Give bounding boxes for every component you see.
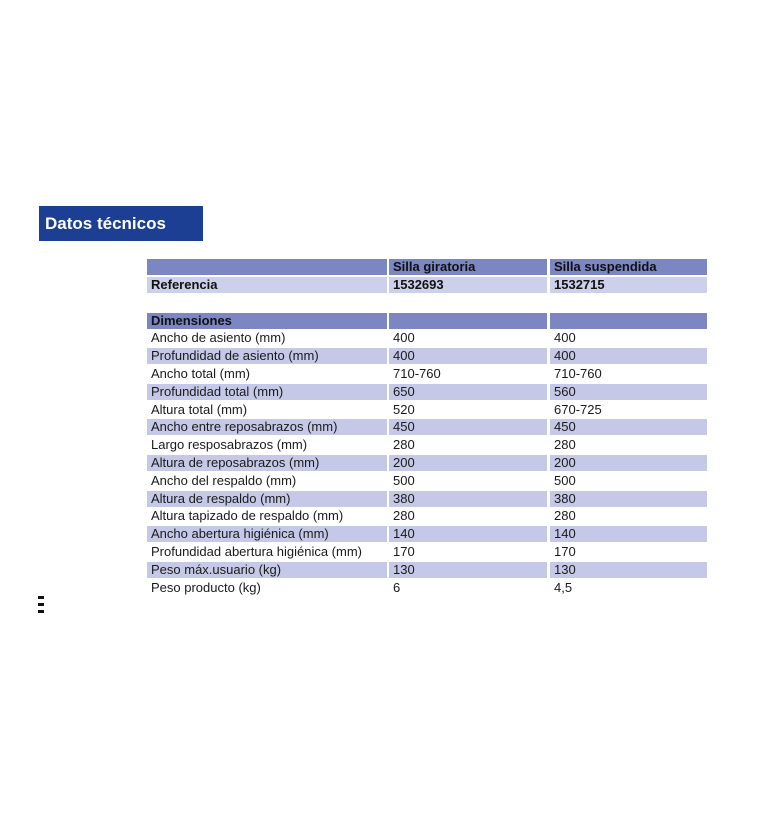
row-label: Ancho del respaldo (mm) [147, 473, 387, 489]
header-silla-giratoria: Silla giratoria [389, 259, 547, 275]
row-label: Altura de reposabrazos (mm) [147, 455, 387, 471]
row-value-giratoria: 280 [389, 508, 547, 524]
table-spacer [147, 295, 707, 313]
table-row [147, 526, 707, 542]
row-label: Ancho de asiento (mm) [147, 330, 387, 346]
row-value-suspendida: 670-725 [550, 402, 707, 418]
row-value-giratoria: 200 [389, 455, 547, 471]
row-label: Altura total (mm) [147, 402, 387, 418]
dimensions-col2 [550, 313, 707, 329]
table-row [147, 580, 707, 596]
header-label-cell [147, 259, 387, 275]
table-row [147, 562, 707, 578]
row-label: Ancho total (mm) [147, 366, 387, 382]
row-label: Largo resposabrazos (mm) [147, 437, 387, 453]
row-label: Peso máx.usuario (kg) [147, 562, 387, 578]
dimensions-header-row [147, 313, 707, 329]
row-value-suspendida: 450 [550, 419, 707, 435]
row-value-suspendida: 400 [550, 348, 707, 364]
row-label: Profundidad abertura higiénica (mm) [147, 544, 387, 560]
row-label: Altura tapizado de respaldo (mm) [147, 508, 387, 524]
row-value-suspendida: 130 [550, 562, 707, 578]
table-row [147, 508, 707, 524]
table-row [147, 544, 707, 560]
row-label: Altura de respaldo (mm) [147, 491, 387, 507]
row-value-suspendida: 380 [550, 491, 707, 507]
row-value-giratoria: 500 [389, 473, 547, 489]
row-label: Profundidad de asiento (mm) [147, 348, 387, 364]
table-row [147, 419, 707, 435]
row-value-giratoria: 280 [389, 437, 547, 453]
table-header-row [147, 259, 707, 275]
row-value-giratoria: 6 [389, 580, 547, 596]
row-label: Profundidad total (mm) [147, 384, 387, 400]
row-value-suspendida: 560 [550, 384, 707, 400]
row-value-giratoria: 400 [389, 348, 547, 364]
row-value-giratoria: 520 [389, 402, 547, 418]
row-value-suspendida: 170 [550, 544, 707, 560]
row-value-suspendida: 280 [550, 437, 707, 453]
table-row [147, 366, 707, 382]
reference-label: Referencia [147, 277, 387, 293]
reference-row [147, 277, 707, 293]
side-mark [38, 596, 44, 622]
row-value-giratoria: 170 [389, 544, 547, 560]
row-value-suspendida: 280 [550, 508, 707, 524]
table-row [147, 455, 707, 471]
row-value-giratoria: 450 [389, 419, 547, 435]
row-value-giratoria: 650 [389, 384, 547, 400]
reference-giratoria: 1532693 [389, 277, 547, 293]
table-row [147, 384, 707, 400]
dimensions-col1 [389, 313, 547, 329]
dimensions-label: Dimensiones [147, 313, 387, 329]
table-row [147, 437, 707, 453]
row-value-suspendida: 140 [550, 526, 707, 542]
row-value-suspendida: 200 [550, 455, 707, 471]
section-title: Datos técnicos [39, 206, 203, 241]
row-value-giratoria: 710-760 [389, 366, 547, 382]
table-row [147, 330, 707, 346]
row-value-giratoria: 140 [389, 526, 547, 542]
table-row [147, 491, 707, 507]
row-label: Ancho abertura higiénica (mm) [147, 526, 387, 542]
header-silla-suspendida: Silla suspendida [550, 259, 707, 275]
row-value-suspendida: 400 [550, 330, 707, 346]
row-value-giratoria: 400 [389, 330, 547, 346]
row-value-suspendida: 500 [550, 473, 707, 489]
table-row [147, 402, 707, 418]
row-label: Peso producto (kg) [147, 580, 387, 596]
row-value-giratoria: 130 [389, 562, 547, 578]
row-value-giratoria: 380 [389, 491, 547, 507]
table-row [147, 473, 707, 489]
table-row [147, 348, 707, 364]
spec-table [147, 259, 707, 597]
dimensions-rows [147, 330, 707, 595]
row-value-suspendida: 4,5 [550, 580, 707, 596]
row-value-suspendida: 710-760 [550, 366, 707, 382]
reference-suspendida: 1532715 [550, 277, 707, 293]
row-label: Ancho entre reposabrazos (mm) [147, 419, 387, 435]
